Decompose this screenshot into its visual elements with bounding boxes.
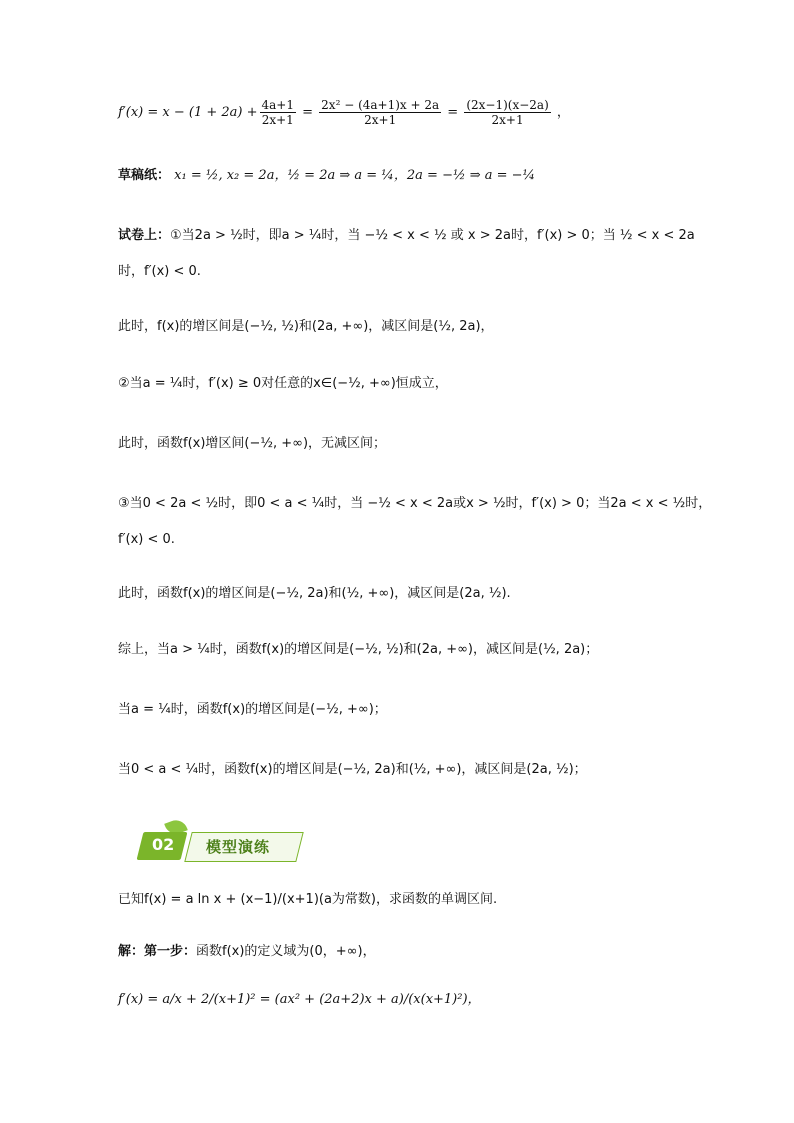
problem-statement: 已知f(x) = a ln x + (x−1)/(x+1)(a为常数)，求函数的单调区间. <box>118 892 498 907</box>
case2-result: 此时，函数f(x)增区间(−½, +∞)，无减区间； <box>118 436 387 451</box>
derivative-line-2: f′(x) = a/x + 2/(x+1)² = (ax² + (2a+2)x + a)/(x(x+1)²)， <box>118 992 481 1007</box>
fraction: $\frac{4a+1}{2x+1}$ <box>261 98 294 127</box>
case1-text2: 时，f′(x) < 0. <box>118 264 201 279</box>
derivative-line: f′(x) = x − (1 + 2a) + $\frac{4a+1}{2x+1}$ = $\frac{\text{2x² − (4a+1)x + 2a}}{2x+1}$ = $\frac{(2x-1)(x-2a)}{2x+1}$ ， <box>118 98 570 127</box>
draft-label: 草稿纸： <box>118 168 171 183</box>
derivative-prefix: f′(x) = x − (1 + 2a) + <box>118 104 258 120</box>
exam-label: 试卷上： <box>118 228 171 243</box>
case3-line2: f′(x) < 0. <box>118 532 175 547</box>
case2-line: ②当a = ¼时，f′(x) ≥ 0对任意的x∈(−½, +∞)恒成立， <box>118 376 448 391</box>
solution-line <box>118 942 694 962</box>
case1-line <box>118 226 694 246</box>
summary-line1: 综上，当a > ¼时，函数f(x)的增区间是(−½, ½)和(2a, +∞)，减区间是(½, 2a)； <box>118 642 599 657</box>
case3-result: 此时，函数f(x)的增区间是(−½, 2a)和(½, +∞)，减区间是(2a, ½). <box>118 586 511 601</box>
case3-line: ③当0 < 2a < ½时，即0 < a < ¼时，当 −½ < x < 2a或x > ½时，f′(x) > 0；当2a < x < ½时， <box>118 496 712 511</box>
case1-result: 此时，f(x)的增区间是(−½, ½)和(2a, +∞)，减区间是(½, 2a)， <box>118 319 494 334</box>
case1-line2 <box>118 262 694 282</box>
section-number: 02 <box>152 835 175 854</box>
section-title: 模型演练 <box>206 838 271 856</box>
draft-math: x₁ = ½, x₂ = 2a，½ = 2a ⇒ a = ¼，2a = −½ ⇒ a = −¼ <box>174 168 536 183</box>
summary-line2: 当a = ¼时，函数f(x)的增区间是(−½, +∞)； <box>118 702 387 717</box>
summary-line3: 当0 < a < ¼时，函数f(x)的增区间是(−½, 2a)和(½, +∞)，减区间是(2a, ½)； <box>118 762 587 777</box>
solution-text: 函数f(x)的定义域为(0，+∞)， <box>196 944 376 959</box>
draft-line <box>118 166 694 186</box>
fraction: $\frac{(2x-1)(x-2a)}{2x+1}$ <box>466 98 549 127</box>
case1-text: ①当2a > ½时，即a > ¼时，当 −½ < x < ½ 或 x > 2a时，f′(x) > 0；当 ½ < x < 2a <box>170 228 695 243</box>
fraction: $\frac{\text{2x² − (4a+1)x + 2a}}{2x+1}$ <box>321 98 440 127</box>
section-badge <box>140 826 300 862</box>
solution-label: 解：第一步： <box>118 944 197 959</box>
